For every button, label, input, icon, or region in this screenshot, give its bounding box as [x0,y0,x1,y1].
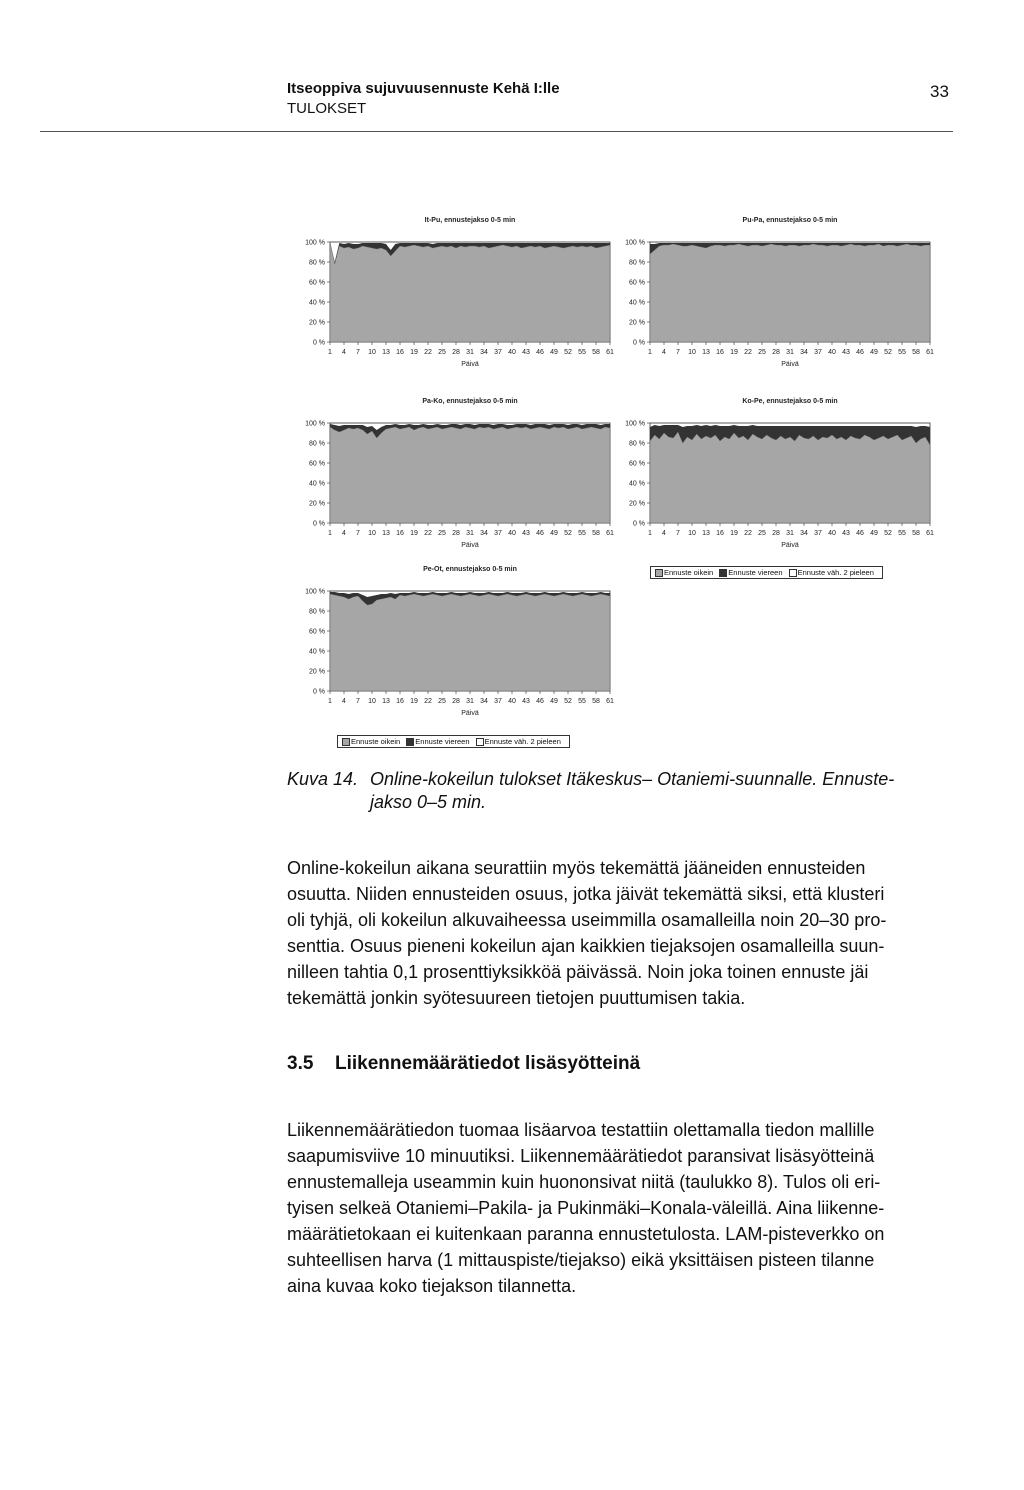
x-tick-label: 52 [884,349,892,356]
y-tick-label: 0 % [312,339,325,347]
x-tick-label: 61 [606,349,614,356]
figure-caption [287,768,957,814]
y-tick-label: 80 % [629,259,645,267]
y-tick-label: 80 % [629,440,645,448]
x-tick-label: 13 [382,530,390,537]
y-tick-label: 0 % [312,520,325,528]
x-tick-label: 40 [828,530,836,537]
y-tick-label: 60 % [309,460,325,468]
section-number: 3.5 [287,1053,314,1074]
x-tick-label: 10 [368,698,376,705]
x-tick-label: 55 [898,349,906,356]
y-tick-label: 20 % [309,319,325,327]
x-tick-label: 37 [814,349,822,356]
x-tick-label: 7 [356,698,360,705]
legend-item-wrong: Ennuste väh. 2 pieleen [789,568,874,577]
y-tick-label: 20 % [629,319,645,327]
x-tick-label: 25 [438,698,446,705]
paragraph-traffic-volume [287,1117,955,1299]
section-heading [287,1053,640,1075]
x-tick-label: 55 [898,530,906,537]
y-tick-label: 80 % [309,259,325,267]
x-tick-label: 52 [564,698,572,705]
x-tick-label: 34 [480,530,488,537]
page-number: 33 [930,82,949,101]
series-area-ennuste-oikein [330,427,610,523]
legend-item-correct: Ennuste oikein [342,737,400,746]
chart-title: Pu-Pa, ennustejakso 0-5 min [742,217,838,224]
text-line: Online-kokeilun aikana seurattiin myös tekemättä jääneiden ennusteiden [287,858,866,878]
series-area-ennuste-oikein [330,594,610,691]
x-tick-label: 7 [356,349,360,356]
x-tick-label: 46 [536,349,544,356]
series-area-ennuste-oikein [650,432,930,523]
chart-title: It-Pu, ennustejakso 0-5 min [424,217,516,224]
x-tick-label: 43 [522,349,530,356]
legend-swatch-near [719,569,727,577]
x-tick-label: 25 [438,530,446,537]
x-tick-label: 46 [856,349,864,356]
legend-swatch-wrong [476,738,484,746]
y-tick-label: 100 % [625,239,645,247]
x-tick-label: 55 [578,698,586,705]
x-tick-label: 49 [550,698,558,705]
x-tick-label: 10 [688,530,696,537]
x-tick-label: 19 [410,349,418,356]
text-line: osuutta. Niiden ennusteiden osuus, jotka jäivät tekemättä siksi, että klusteri [287,884,885,904]
chart-pa-ko [280,393,620,558]
x-tick-label: 13 [382,698,390,705]
x-tick-label: 22 [424,349,432,356]
x-tick-label: 13 [702,530,710,537]
x-tick-label: 58 [592,698,600,705]
x-tick-label: 61 [926,349,934,356]
chart-svg [280,393,620,558]
header-rule [40,131,953,132]
chart-pe-ot [280,561,620,726]
x-tick-label: 4 [662,349,666,356]
text-line: tekemättä jonkin syötesuureen tietojen puuttumisen takia. [287,988,746,1008]
x-tick-label: 31 [466,698,474,705]
x-tick-label: 10 [688,349,696,356]
chart-legend-bottom [337,735,570,748]
y-tick-label: 60 % [309,628,325,636]
x-tick-label: 28 [772,530,780,537]
series-area-ennuste-oikein [650,244,930,342]
x-tick-label: 43 [522,698,530,705]
x-tick-label: 40 [508,349,516,356]
x-tick-label: 19 [410,530,418,537]
x-tick-label: 22 [744,349,752,356]
x-tick-label: 34 [800,349,808,356]
x-tick-label: 46 [856,530,864,537]
y-tick-label: 60 % [309,279,325,287]
y-tick-label: 100 % [305,588,325,596]
x-tick-label: 28 [452,530,460,537]
x-tick-label: 25 [438,349,446,356]
x-tick-label: 40 [508,530,516,537]
x-tick-label: 25 [758,530,766,537]
x-tick-label: 7 [676,349,680,356]
x-tick-label: 37 [814,530,822,537]
legend-swatch-wrong [789,569,797,577]
x-tick-label: 52 [884,530,892,537]
x-tick-label: 58 [912,530,920,537]
text-line: tyisen selkeä Otaniemi–Pakila- ja Pukinmäki–Konala-väleillä. Aina liikenne- [287,1198,885,1218]
x-tick-label: 49 [550,349,558,356]
text-line: senttia. Osuus pieneni kokeilun ajan kaikkien tiejaksojen osamalleilla suun- [287,936,885,956]
x-tick-label: 34 [480,349,488,356]
x-tick-label: 49 [870,530,878,537]
chart-svg [280,561,620,726]
y-tick-label: 40 % [309,299,325,307]
x-axis-label: Päivä [461,542,479,549]
y-tick-label: 100 % [305,420,325,428]
x-axis-label: Päivä [461,361,479,368]
x-tick-label: 13 [702,349,710,356]
y-tick-label: 20 % [309,668,325,676]
section-title: Liikennemäärätiedot lisäsyötteinä [335,1053,641,1074]
x-tick-label: 34 [480,698,488,705]
x-tick-label: 1 [328,698,332,705]
running-header-section: TULOKSET [287,100,367,117]
caption-line-1: Kuva 14. Online-kokeilun tulokset Itäkeskus– Otaniemi-suunnalle. Ennuste- [287,769,895,789]
running-header-title: Itseoppiva sujuvuusennuste Kehä I:lle [287,80,560,97]
x-tick-label: 61 [606,698,614,705]
y-tick-label: 80 % [309,608,325,616]
y-tick-label: 100 % [305,239,325,247]
x-tick-label: 55 [578,349,586,356]
x-tick-label: 22 [744,530,752,537]
x-tick-label: 37 [494,530,502,537]
x-tick-label: 16 [396,349,404,356]
x-tick-label: 46 [536,698,544,705]
y-tick-label: 60 % [629,460,645,468]
chart-ko-pe [600,393,940,558]
x-tick-label: 16 [716,349,724,356]
x-tick-label: 58 [592,530,600,537]
text-line: suhteellisen harva (1 mittauspiste/tiejakso) eikä yksittäisen pisteen tilanne [287,1250,875,1270]
x-tick-label: 28 [452,698,460,705]
chart-title: Ko-Pe, ennustejakso 0-5 min [742,398,838,405]
legend-item-wrong: Ennuste väh. 2 pieleen [476,737,561,746]
text-line: aina kuvaa koko tiejakson tilannetta. [287,1276,577,1296]
x-tick-label: 31 [466,349,474,356]
y-tick-label: 0 % [632,339,645,347]
x-tick-label: 4 [662,530,666,537]
chart-legend-right [650,566,883,579]
x-tick-label: 40 [508,698,516,705]
legend-swatch-correct [342,738,350,746]
x-tick-label: 1 [648,349,652,356]
x-tick-label: 58 [912,349,920,356]
y-tick-label: 60 % [629,279,645,287]
x-tick-label: 28 [452,349,460,356]
x-tick-label: 49 [870,349,878,356]
y-tick-label: 0 % [312,688,325,696]
y-tick-label: 20 % [629,500,645,508]
x-tick-label: 22 [424,530,432,537]
x-tick-label: 58 [592,349,600,356]
legend-swatch-correct [655,569,663,577]
text-line: Liikennemäärätiedon tuomaa lisäarvoa testattiin olettamalla tiedon mallille [287,1120,875,1140]
x-tick-label: 1 [328,530,332,537]
y-tick-label: 40 % [309,648,325,656]
x-tick-label: 31 [786,530,794,537]
x-tick-label: 61 [606,530,614,537]
x-tick-label: 1 [328,349,332,356]
y-tick-label: 20 % [309,500,325,508]
legend-item-correct: Ennuste oikein [655,568,713,577]
x-tick-label: 31 [466,530,474,537]
x-tick-label: 61 [926,530,934,537]
x-tick-label: 43 [842,530,850,537]
x-tick-label: 43 [842,349,850,356]
x-tick-label: 43 [522,530,530,537]
x-tick-label: 19 [410,698,418,705]
caption-line-2: jakso 0–5 min. [370,792,487,812]
legend-swatch-near [406,738,414,746]
x-tick-label: 55 [578,530,586,537]
chart-svg [280,212,620,377]
x-tick-label: 7 [356,530,360,537]
x-tick-label: 31 [786,349,794,356]
chart-it-pu [280,212,620,377]
chart-svg [600,393,940,558]
legend-item-near: Ennuste viereen [719,568,782,577]
x-axis-label: Päivä [781,361,799,368]
text-line: ennustemalleja useammin kuin huononsivat niitä (taulukko 8). Tulos oli eri- [287,1172,881,1192]
x-tick-label: 10 [368,349,376,356]
y-tick-label: 80 % [309,440,325,448]
x-tick-label: 49 [550,530,558,537]
chart-title: Pa-Ko, ennustejakso 0-5 min [422,398,518,405]
x-tick-label: 40 [828,349,836,356]
x-tick-label: 16 [716,530,724,537]
chart-svg [600,212,940,377]
x-tick-label: 52 [564,349,572,356]
x-tick-label: 52 [564,530,572,537]
y-tick-label: 40 % [629,299,645,307]
x-tick-label: 25 [758,349,766,356]
x-tick-label: 19 [730,349,738,356]
text-line: saapumisviive 10 minuutiksi. Liikennemäärätiedot paransivat lisäsyötteinä [287,1146,875,1166]
x-tick-label: 19 [730,530,738,537]
y-tick-label: 40 % [629,480,645,488]
chart-pu-pa [600,212,940,377]
x-tick-label: 4 [342,698,346,705]
x-tick-label: 4 [342,530,346,537]
y-tick-label: 0 % [632,520,645,528]
x-tick-label: 1 [648,530,652,537]
x-tick-label: 37 [494,698,502,705]
x-tick-label: 7 [676,530,680,537]
series-area-ennuste-oikein [330,242,610,342]
x-tick-label: 28 [772,349,780,356]
chart-title: Pe-Ot, ennustejakso 0-5 min [423,566,517,573]
paragraph-online-trial [287,855,955,1011]
x-tick-label: 37 [494,349,502,356]
x-axis-label: Päivä [781,542,799,549]
x-tick-label: 46 [536,530,544,537]
text-line: nilleen tahtia 0,1 prosenttiyksikköä päivässä. Noin joka toinen ennuste jäi [287,962,869,982]
caption-label: Kuva 14. [287,769,359,789]
x-tick-label: 22 [424,698,432,705]
x-tick-label: 34 [800,530,808,537]
x-tick-label: 16 [396,530,404,537]
x-tick-label: 16 [396,698,404,705]
x-tick-label: 10 [368,530,376,537]
y-tick-label: 100 % [625,420,645,428]
text-line: oli tyhjä, oli kokeilun alkuvaiheessa useimmilla osamalleilla noin 20–30 pro- [287,910,887,930]
legend-item-near: Ennuste viereen [406,737,469,746]
x-tick-label: 4 [342,349,346,356]
text-line: määrätietokaan ei kuitenkaan paranna ennustetulosta. LAM-pisteverkko on [287,1224,885,1244]
x-axis-label: Päivä [461,710,479,717]
x-tick-label: 13 [382,349,390,356]
y-tick-label: 40 % [309,480,325,488]
